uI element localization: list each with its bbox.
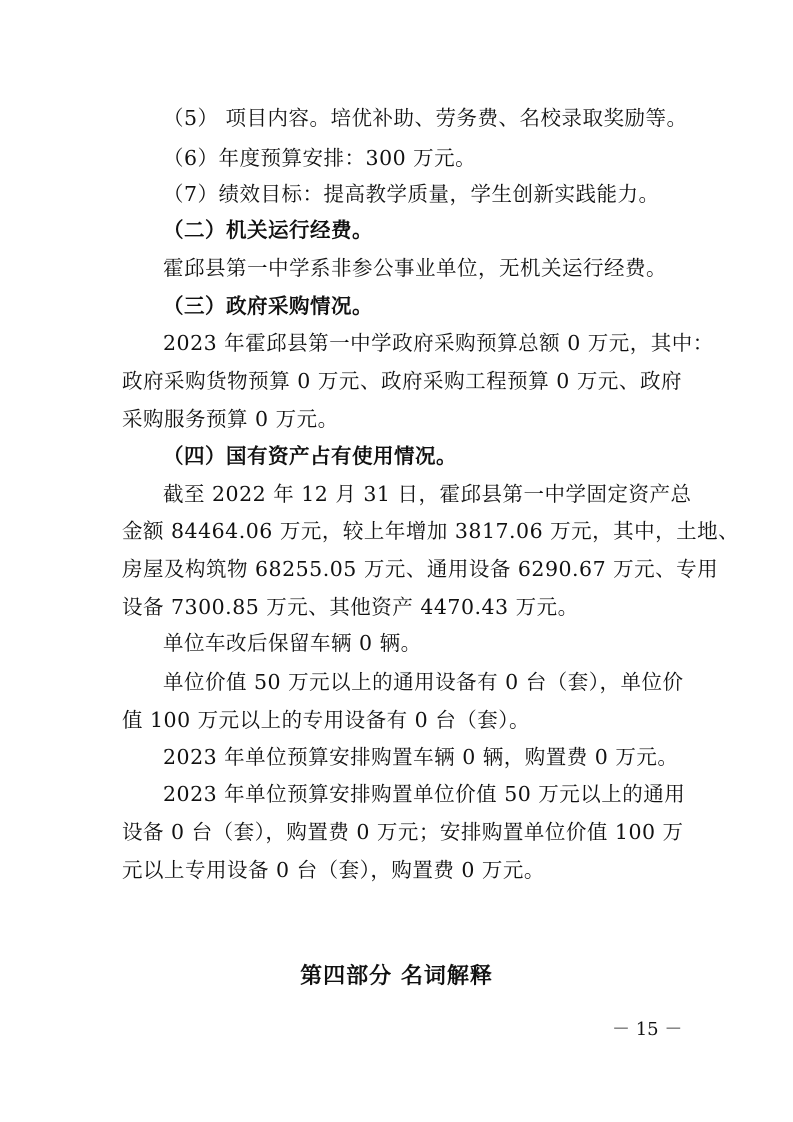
paragraph-line: 2023 年单位预算安排购置单位价值 50 万元以上的通用 [163, 782, 686, 806]
section-heading: （三）政府采购情况。 [163, 294, 373, 318]
paragraph-line: 金额 84464.06 万元，较上年增加 3817.06 万元，其中，土地、 [122, 519, 740, 543]
paragraph-line: 单位价值 50 万元以上的通用设备有 0 台（套），单位价 [163, 670, 684, 694]
paragraph-line: 采购服务预算 0 万元。 [122, 407, 339, 431]
paragraph-line: 政府采购货物预算 0 万元、政府采购工程预算 0 万元、政府 [122, 369, 682, 393]
paragraph-line: （7）绩效目标：提高教学质量，学生创新实践能力。 [163, 182, 660, 206]
paragraph-line: （6）年度预算安排：300 万元。 [163, 146, 477, 170]
page-number: － 15 － [612, 1019, 683, 1040]
paragraph-line: 2023 年霍邱县第一中学政府采购预算总额 0 万元，其中： [163, 331, 714, 355]
paragraph-line: 设备 7300.85 万元、其他资产 4470.43 万元。 [122, 595, 579, 619]
paragraph-line: 单位车改后保留车辆 0 辆。 [163, 631, 422, 655]
paragraph-line: 2023 年单位预算安排购置车辆 0 辆，购置费 0 万元。 [163, 745, 679, 769]
paragraph-line: （5） 项目内容。培优补助、劳务费、名校录取奖励等。 [163, 106, 688, 130]
part-title: 第四部分 名词解释 [300, 964, 493, 989]
paragraph-line: 房屋及构筑物 68255.05 万元、通用设备 6290.67 万元、专用 [122, 557, 719, 581]
paragraph-line: 元以上专用设备 0 台（套），购置费 0 万元。 [122, 858, 545, 882]
section-heading: （四）国有资产占有使用情况。 [163, 444, 457, 468]
paragraph-line: 设备 0 台（套），购置费 0 万元；安排购置单位价值 100 万 [122, 820, 684, 844]
paragraph-line: 霍邱县第一中学系非参公事业单位，无机关运行经费。 [163, 256, 667, 280]
section-heading: （二）机关运行经费。 [163, 218, 373, 242]
paragraph-line: 值 100 万元以上的专用设备有 0 台（套）。 [122, 708, 530, 732]
paragraph-line: 截至 2022 年 12 月 31 日，霍邱县第一中学固定资产总 [163, 482, 692, 506]
